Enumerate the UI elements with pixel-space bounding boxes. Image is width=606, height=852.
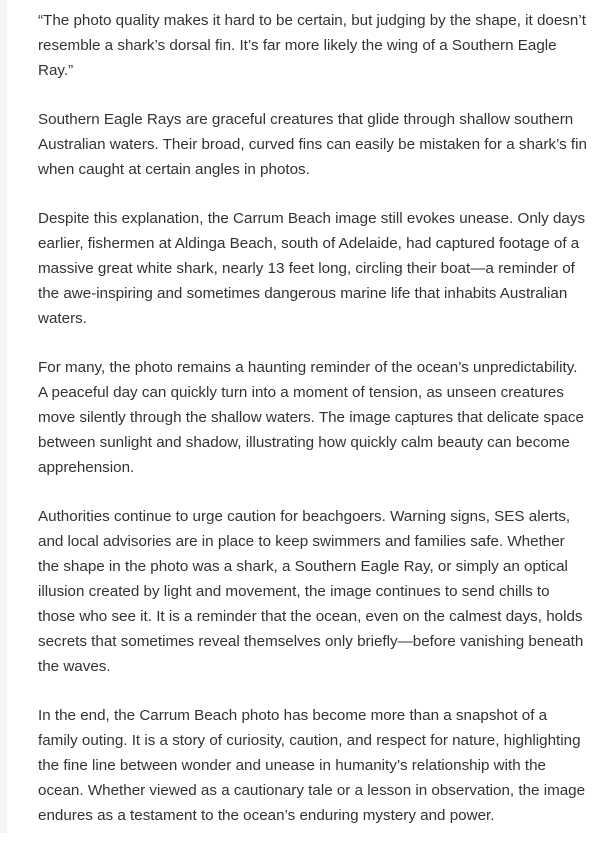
article-body	[38, 8, 590, 852]
article-paragraph: Southern Eagle Rays are graceful creatures that glide through shallow southern Australian waters. Their broad, curved fins can easily be mistaken for a shark’s fin when caught at certain angles in photos.	[38, 111, 587, 178]
page-gutter	[0, 0, 7, 833]
article-paragraph: In the end, the Carrum Beach photo has become more than a snapshot of a family outing. It is a story of curiosity, caution, and respect for nature, highlighting the fine line between wonder and unease in humanity’s relationship with the ocean. Whether viewed as a cautionary tale or a lesson in observation, the image endures as a testament to the ocean’s enduring mystery and power.	[38, 707, 586, 824]
article-paragraph: Authorities continue to urge caution for beachgoers. Warning signs, SES alerts, and local advisories are in place to keep swimmers and families safe. Whether the shape in the photo was a shark, a Southern Eagle Ray, or simply an optical illusion created by light and movement, the image continues to send chills to those who see it. It is a reminder that the ocean, even on the calmest days, holds secrets that sometimes reveal themselves only briefly—before vanishing beneath the waves.	[38, 508, 584, 675]
article-paragraph: For many, the photo remains a haunting reminder of the ocean’s unpredictability. A peaceful day can quickly turn into a moment of tension, as unseen creatures move silently through the shallow waters. The image captures that delicate space between sunlight and shadow, illustrating how quickly calm beauty can become apprehension.	[38, 359, 584, 476]
article-paragraph-quote: “The photo quality makes it hard to be certain, but judging by the shape, it doesn’t resemble a shark’s dorsal fin. It’s far more likely the wing of a Southern Eagle Ray.”	[38, 12, 586, 79]
article-paragraph: Despite this explanation, the Carrum Beach image still evokes unease. Only days earlier, fishermen at Aldinga Beach, south of Adelaide, had captured footage of a massive great white shark, nearly 13 feet long, circling their boat—a reminder of the awe-inspiring and sometimes dangerous marine life that inhabits Australian waters.	[38, 210, 586, 327]
